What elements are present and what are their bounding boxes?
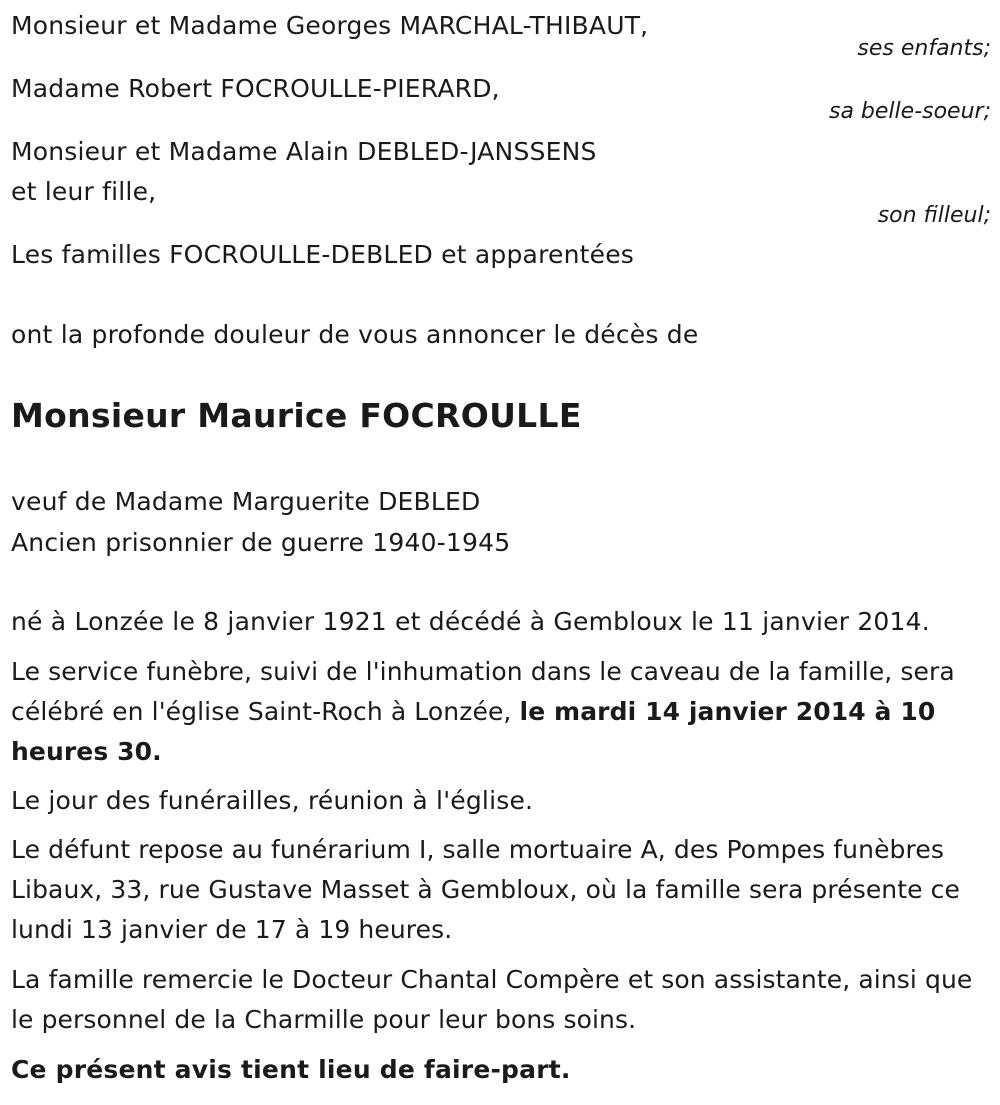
service-text: Le service funèbre, suivi de l'inhumation dans le caveau de la famille, sera célébré en l'église Saint-Roch à Lonzée, — [11, 657, 955, 726]
family-line-relatives: Les familles FOCROULLE-DEBLED et apparentées — [11, 240, 635, 269]
widow-of-text: veuf de Madame Marguerite DEBLED — [11, 487, 481, 516]
service-paragraph — [11, 652, 986, 772]
relation-children: ses enfants; — [857, 36, 991, 61]
family-line-children: Monsieur et Madame Georges MARCHAL-THIBAUT, — [11, 11, 649, 40]
relation-sister-in-law: sa belle-soeur; — [829, 99, 991, 124]
reunion-text: Le jour des funérailles, réunion à l'église. — [11, 786, 534, 815]
birth-death-text: né à Lonzée le 8 janvier 1921 et décédé à Gembloux le 11 janvier 2014. — [11, 607, 930, 636]
deceased-title: Ancien prisonnier de guerre 1940-1945 — [11, 528, 511, 557]
deceased-name: Monsieur Maurice FOCROULLE — [11, 396, 582, 435]
announcement-text: ont la profonde douleur de vous annoncer le décès de — [11, 320, 699, 349]
rest-paragraph: Le défunt repose au funérarium I, salle mortuaire A, des Pompes funèbres Libaux, 33, rue Gustave Masset à Gembloux, où la famille sera présente ce lundi 13 janvier de 17 à 19 heures. — [11, 835, 960, 944]
relation-godson: son filleul; — [877, 203, 991, 228]
thanks-paragraph: La famille remercie le Docteur Chantal Compère et son assistante, ainsi que le personnel de la Charmille pour leur bons soins. — [11, 965, 973, 1034]
service-datetime: le mardi 14 janvier 2014 à 10 heures 30. — [11, 697, 936, 766]
family-line-sister-in-law: Madame Robert FOCROULLE-PIERARD, — [11, 74, 500, 103]
notice-text: Ce présent avis tient lieu de faire-part. — [11, 1055, 571, 1084]
family-line-godson: Monsieur et Madame Alain DEBLED-JANSSENS — [11, 137, 597, 166]
family-line-godson-daughter: et leur fille, — [11, 177, 157, 206]
